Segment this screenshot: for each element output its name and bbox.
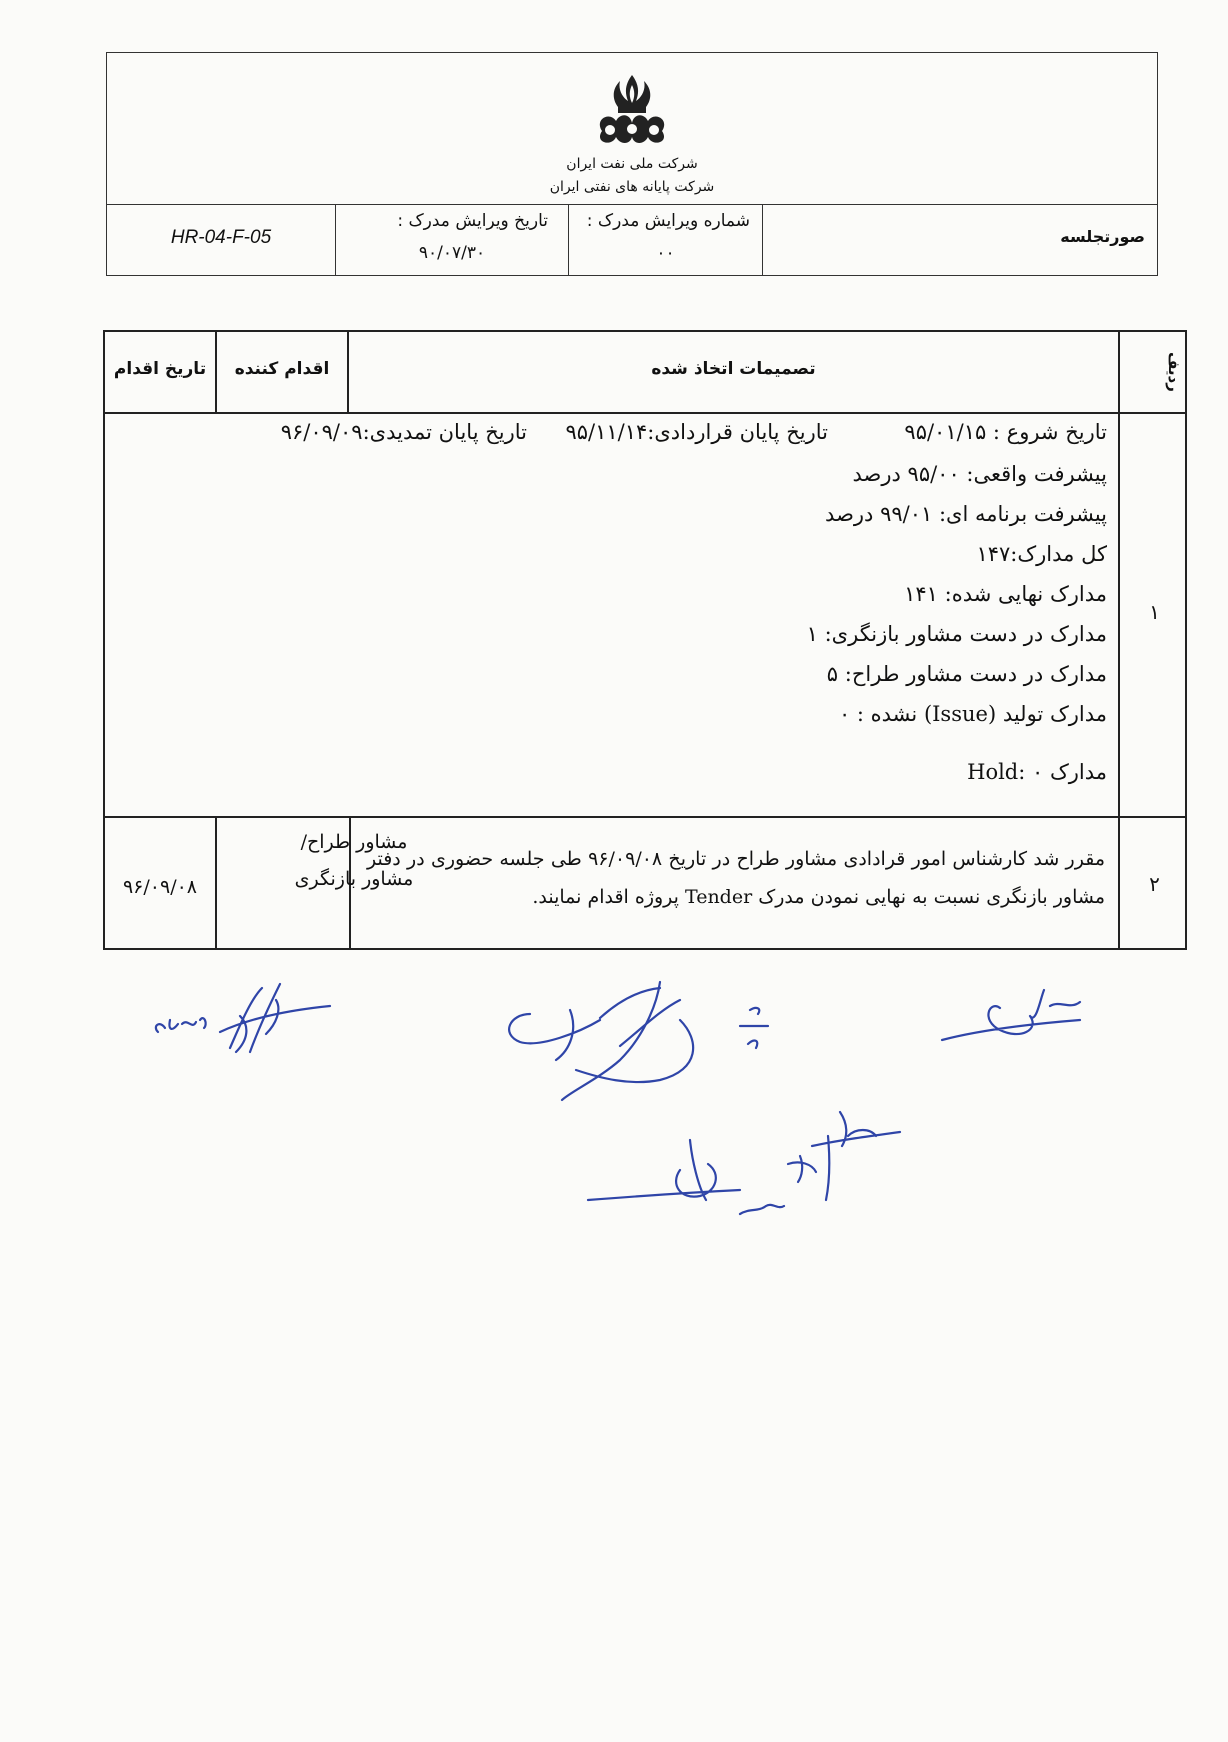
row2-col-divider-date [215, 816, 217, 948]
extended-end-date: تاریخ پایان تمدیدی:۹۶/۰۹/۰۹ [280, 420, 527, 444]
org-name-secondary: شرکت پایانه های نفتی ایران [549, 179, 715, 195]
form-title-cell [762, 205, 1157, 275]
form-code-cell [107, 205, 335, 275]
company-logo [107, 71, 1157, 157]
column-header-actor: اقدام کننده [234, 359, 330, 379]
row-divider [105, 816, 1185, 818]
actual-progress: پیشرفت واقعی: ۹۵/۰۰ درصد [852, 462, 1107, 486]
revision-number-cell [568, 205, 762, 275]
finalized-documents: مدارک نهایی شده: ۱۴۱ [904, 582, 1107, 606]
documents-hold: مدارک Hold: ۰ [967, 760, 1107, 784]
column-header-row-number: ردیف [1165, 352, 1183, 392]
document-header [106, 52, 1158, 276]
form-title: صورتجلسه [1060, 227, 1145, 246]
revision-date-cell [335, 205, 568, 275]
org-name-primary: شرکت ملی نفت ایران [566, 156, 698, 172]
signatures-area [100, 960, 1160, 1260]
revision-date-value: ۹۰/۰۷/۳۰ [418, 243, 486, 263]
documents-not-issued: مدارک تولید (Issue) نشده : ۰ [838, 702, 1107, 726]
signature-4 [588, 1112, 900, 1214]
decisions-table [103, 330, 1187, 950]
contract-end-date: تاریخ پایان قراردادی:۹۵/۱۱/۱۴ [565, 420, 828, 444]
row-number: ۲ [1149, 872, 1160, 896]
row-number: ۱ [1149, 600, 1160, 624]
planned-progress: پیشرفت برنامه ای: ۹۹/۰۱ درصد [825, 502, 1107, 526]
signature-2 [509, 982, 768, 1100]
signature-3 [942, 990, 1080, 1040]
revision-number-label: شماره ویرایش مدرک : [586, 211, 750, 231]
action-owner: مشاور طراح/مشاور بازنگری [294, 831, 414, 890]
revision-number-value: ۰۰ [656, 243, 675, 263]
documents-review-consultant: مدارک در دست مشاور بازنگری: ۱ [806, 622, 1107, 646]
action-date: ۹۶/۰۹/۰۸ [122, 876, 198, 898]
revision-date-label: تاریخ ویرایش مدرک : [397, 211, 548, 231]
row-number-column-divider [1118, 332, 1120, 948]
decision-text: مقرر شد کارشناس امور قرادادی مشاور طراح در تاریخ ۹۶/۰۹/۰۸ طی جلسه حضوری در دفتر مشاور بازنگری نسبت به نهایی نمودن مدرک Tender پروژه اقدام نمایند. [367, 848, 1106, 908]
column-header-action-date: تاریخ اقدام [113, 359, 207, 379]
document-meta-row [107, 204, 1157, 275]
signature-1 [156, 984, 330, 1052]
start-date: تاریخ شروع : ۹۵/۰۱/۱۵ [904, 420, 1107, 444]
column-header-decisions: تصمیمات اتخاذ شده [651, 359, 816, 379]
nioc-flame-logo-icon [582, 71, 682, 153]
documents-design-consultant: مدارک در دست مشاور طراح: ۵ [826, 662, 1107, 686]
form-code: HR-04-F-05 [170, 227, 272, 248]
total-documents: کل مدارک:۱۴۷ [976, 542, 1107, 566]
header-divider [105, 412, 1185, 414]
